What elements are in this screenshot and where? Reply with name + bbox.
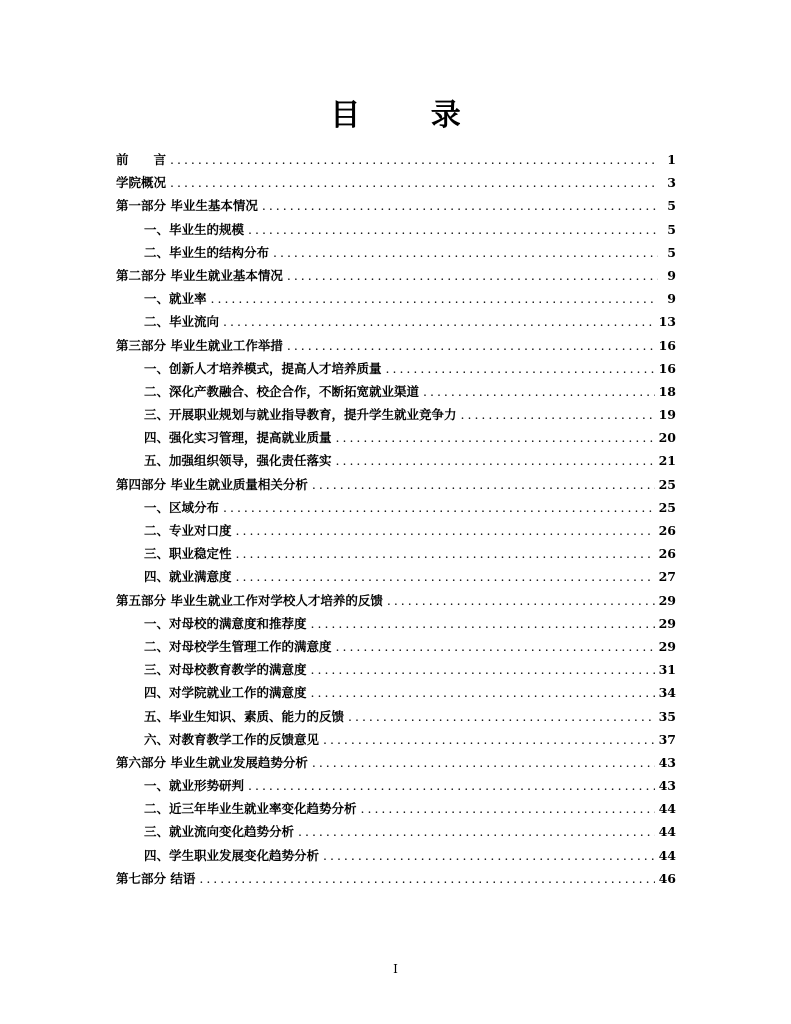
toc-entry[interactable]: [116, 730, 676, 753]
toc-entry-label: 三、对母校教育教学的满意度: [144, 662, 307, 678]
toc-entry-label: 第一部分 毕业生基本情况: [116, 198, 258, 214]
toc-entry-page: 5: [667, 221, 676, 237]
toc-entry[interactable]: [116, 660, 676, 683]
toc-entry-label: 五、加强组织领导，强化责任落实: [144, 453, 332, 469]
toc-entry[interactable]: [116, 336, 676, 359]
toc-entry-label: 一、毕业生的规模: [144, 221, 245, 237]
toc-entry-label: 一、对母校的满意度和推荐度: [144, 615, 307, 631]
toc-entry[interactable]: [116, 266, 676, 289]
toc-entry-page: 1: [667, 152, 676, 167]
toc-entry-page: 5: [667, 198, 676, 214]
toc-entry-label: 四、对学院就业工作的满意度: [144, 685, 307, 701]
toc-entry-label: 二、毕业生的结构分布: [144, 244, 270, 260]
page-number-footer: I: [393, 962, 398, 976]
toc-entry[interactable]: [116, 869, 676, 892]
toc-entry[interactable]: [116, 846, 676, 869]
dot-leader: [287, 338, 655, 353]
toc-entry[interactable]: [116, 243, 676, 266]
toc-entry-page: 20: [658, 430, 676, 446]
dot-leader: [312, 477, 655, 492]
toc-entry[interactable]: [116, 405, 676, 428]
toc-entry[interactable]: [116, 173, 676, 196]
toc-entry[interactable]: [116, 637, 676, 660]
toc-entry-page: 19: [658, 407, 676, 423]
dot-leader: [287, 268, 658, 283]
dot-leader: [423, 384, 655, 399]
toc-entry-label: 三、职业稳定性: [144, 546, 232, 562]
toc-entry-label: 一、创新人才培养模式，提高人才培养质量: [144, 360, 382, 376]
dot-leader: [348, 709, 655, 724]
dot-leader: [361, 801, 655, 816]
toc-entry-page: 26: [658, 546, 676, 562]
dot-leader: [311, 662, 655, 677]
toc-title: 目 录: [330, 98, 491, 133]
toc-entry-label: 二、专业对口度: [144, 523, 232, 538]
toc-entry-page: 34: [658, 685, 676, 701]
toc-entry-page: 31: [658, 662, 676, 678]
dot-leader: [387, 593, 655, 608]
toc-entry-page: 44: [658, 801, 676, 817]
toc-entry[interactable]: [116, 451, 676, 474]
toc-entry-label: 四、就业满意度: [144, 569, 232, 585]
toc-entry-label: 第四部分 毕业生就业质量相关分析: [116, 476, 308, 492]
toc-entry[interactable]: [116, 196, 676, 219]
toc-entry[interactable]: [116, 544, 676, 567]
toc-entry-page: 9: [667, 267, 676, 283]
toc-entry[interactable]: [116, 707, 676, 730]
toc-entry-label: 第三部分 毕业生就业工作举措: [116, 337, 283, 353]
dot-leader: [323, 732, 655, 747]
toc-entry-label: 五、毕业生知识、素质、能力的反馈: [144, 708, 345, 724]
toc-entry-page: 37: [658, 731, 676, 747]
toc-entry-page: 26: [658, 523, 676, 538]
toc-entry-page: 25: [658, 476, 676, 492]
toc-entry[interactable]: [116, 799, 676, 822]
dot-leader: [223, 314, 655, 329]
toc-entry-page: 3: [667, 175, 676, 191]
toc-entry-page: 21: [658, 453, 676, 469]
toc-entry[interactable]: [116, 683, 676, 706]
toc-entry-page: 43: [658, 754, 676, 770]
toc-entry-page: 29: [658, 615, 676, 631]
toc-entry[interactable]: [116, 289, 676, 312]
toc-entry-page: 35: [658, 708, 676, 724]
toc-entry-page: 29: [658, 638, 676, 654]
toc-entry-label: 一、区域分布: [144, 499, 220, 515]
toc-entry-label: 四、学生职业发展变化趋势分析: [144, 847, 320, 863]
dot-leader: [236, 546, 655, 561]
toc-entry[interactable]: [116, 567, 676, 590]
toc-entry[interactable]: [116, 382, 676, 405]
toc-entry-page: 5: [667, 244, 676, 260]
toc-entry-page: 44: [658, 847, 676, 863]
toc-entry-label: 第七部分 结语: [116, 870, 196, 886]
dot-leader: [323, 848, 655, 863]
toc-entry[interactable]: [116, 591, 676, 614]
dot-leader: [273, 245, 658, 260]
dot-leader: [236, 569, 655, 584]
toc-entry-label: 二、近三年毕业生就业率变化趋势分析: [144, 801, 357, 817]
toc-entry-label: 四、强化实习管理，提高就业质量: [144, 430, 332, 446]
toc-entry-label: 二、对母校学生管理工作的满意度: [144, 638, 332, 654]
toc-entry-label: 第五部分 毕业生就业工作对学校人才培养的反馈: [116, 592, 383, 608]
toc-entry-label: 三、开展职业规划与就业指导教育，提升学生就业竞争力: [144, 407, 457, 423]
toc-entry-page: 18: [658, 383, 676, 399]
toc-entry[interactable]: [116, 359, 676, 382]
toc-entry-label: 学院概况: [116, 175, 167, 191]
dot-leader: [336, 430, 655, 445]
toc-entry-page: 9: [667, 291, 676, 307]
toc-entry-label: 第二部分 毕业生就业基本情况: [116, 267, 283, 283]
dot-leader: [223, 500, 655, 515]
toc-entry-page: 16: [658, 337, 676, 353]
toc-entry-label: 一、就业率: [144, 291, 207, 307]
toc-entry-page: 13: [658, 314, 676, 330]
dot-leader: [236, 523, 655, 538]
toc-entry-label: 六、对教育教学工作的反馈意见: [144, 731, 320, 747]
toc-entry[interactable]: [116, 428, 676, 451]
toc-entry-page: 25: [658, 499, 676, 515]
dot-leader: [336, 639, 655, 654]
toc-entry[interactable]: [116, 776, 676, 799]
toc-entry-page: 43: [658, 778, 676, 794]
toc-entry[interactable]: [116, 220, 676, 243]
dot-leader: [199, 871, 654, 886]
dot-leader: [386, 361, 655, 376]
toc-entry-label: 第六部分 毕业生就业发展趋势分析: [116, 754, 308, 770]
toc-entry-page: 29: [658, 592, 676, 608]
toc-entry[interactable]: [116, 753, 676, 776]
dot-leader: [170, 152, 658, 167]
dot-leader: [461, 407, 655, 422]
toc-entry-page: 16: [658, 360, 676, 376]
dot-leader: [311, 685, 655, 700]
toc-entry[interactable]: [116, 614, 676, 637]
toc-entry-label: 三、就业流向变化趋势分析: [144, 824, 295, 840]
toc-entry[interactable]: [116, 521, 676, 544]
toc-entry-page: 27: [658, 569, 676, 585]
dot-leader: [170, 175, 658, 190]
toc-entry[interactable]: [116, 475, 676, 498]
dot-leader: [211, 291, 658, 306]
toc-entry[interactable]: [116, 312, 676, 335]
toc-entry-label: 一、就业形势研判: [144, 778, 245, 794]
toc-entry[interactable]: [116, 498, 676, 521]
toc-entry-page: 44: [658, 824, 676, 840]
dot-leader: [336, 453, 655, 468]
toc-entry-label: 二、毕业流向: [144, 314, 220, 330]
toc-entry[interactable]: [116, 150, 676, 173]
dot-leader: [248, 778, 655, 793]
toc-entry-label: 二、深化产教融合、校企合作，不断拓宽就业渠道: [144, 383, 420, 399]
dot-leader: [262, 198, 658, 213]
dot-leader: [311, 616, 655, 631]
dot-leader: [248, 222, 658, 237]
dot-leader: [298, 824, 655, 839]
toc-entry-page: 46: [658, 870, 676, 886]
table-of-contents: [116, 150, 676, 892]
toc-entry-label: 前 言: [116, 152, 167, 167]
dot-leader: [312, 755, 655, 770]
toc-entry[interactable]: [116, 822, 676, 845]
